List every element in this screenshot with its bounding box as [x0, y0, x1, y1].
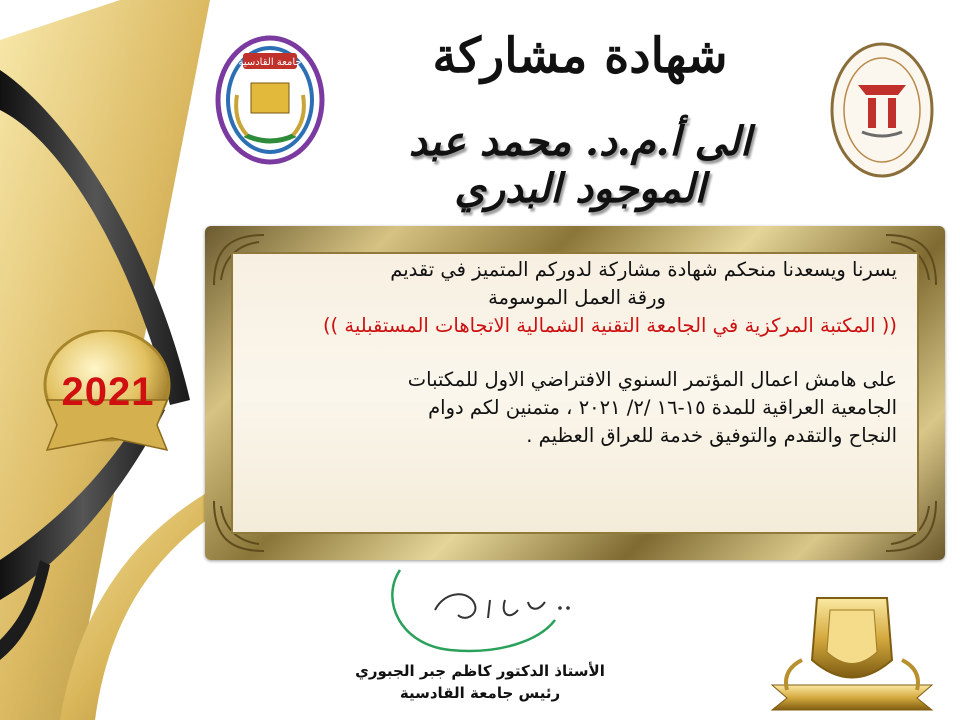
university-logo-label: جامعة القادسية [238, 57, 302, 68]
body-line: الجامعية العراقية للمدة ١٥-١٦ /٢/ ٢٠٢١ ، متمنين لكم دوام [428, 396, 897, 419]
signer-title: رئيس جامعة القادسية [399, 684, 561, 702]
year-label: 2021 [61, 370, 155, 414]
gold-shield-emblem [762, 590, 942, 715]
body-line: على هامش اعمال المؤتمر السنوي الافتراضي الاول للمكتبات [407, 368, 897, 391]
signature [380, 560, 590, 670]
body-line: ورقة العمل الموسومة [488, 286, 666, 309]
recipient-name: الى أ.م.د. محمد عبد الموجود البدري [408, 118, 752, 212]
paper-title: (( المكتبة المركزية في الجامعة التقنية الشمالية الاتجاهات المستقبلية )) [322, 314, 897, 337]
signer-block [330, 660, 630, 704]
signer-name: الأستاذ الدكتور كاظم جبر الجبوري [355, 662, 605, 680]
university-logo [215, 35, 325, 165]
ministry-logo [828, 40, 936, 180]
body-line: يسرنا ويسعدنا منحكم شهادة مشاركة لدوركم المتميز في تقديم [390, 258, 897, 281]
body-line: النجاح والتقدم والتوفيق خدمة للعراق العظيم . [526, 424, 897, 447]
certificate-body [257, 256, 897, 450]
certificate-title: شهادة مشاركة [432, 28, 728, 84]
ornate-frame [205, 226, 945, 560]
